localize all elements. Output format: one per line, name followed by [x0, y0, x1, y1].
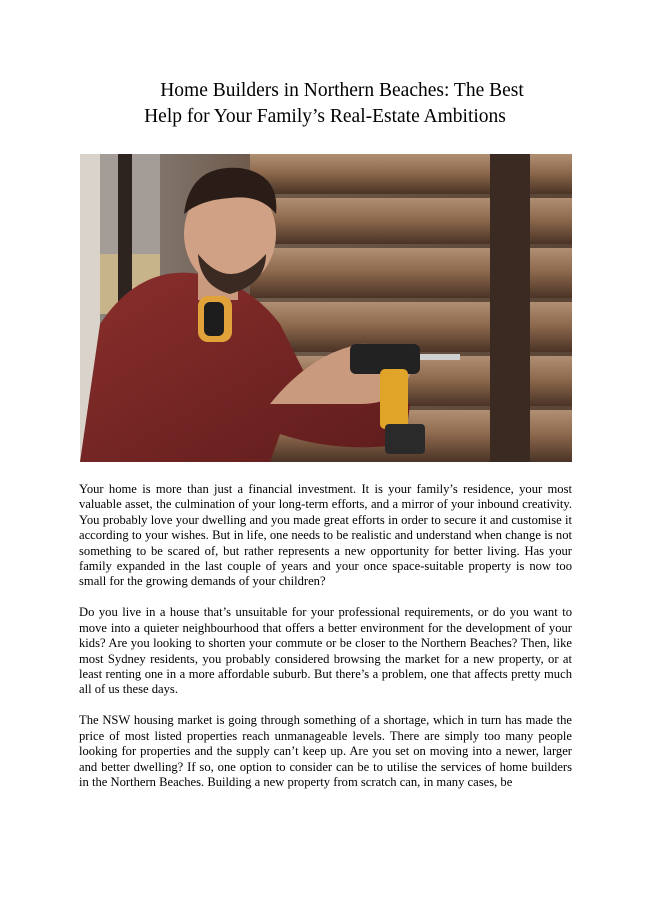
- man-drilling-log-wall-icon: [80, 154, 572, 462]
- paragraph-2: Do you live in a house that’s unsuitable for your professional requirements, or do you want to move into a quieter neighbourhood that offers a better environment for the development of your kids? Are you looking to shorten your commute or be closer to the Northern Beaches? Then, like most Sydney residents, you probably considered browsing the market for a new property, or at least renting one in a more affordable suburb. But there’s a problem, one that affects pretty much all of us these days.: [79, 605, 572, 697]
- paragraph-1: Your home is more than just a financial investment. It is your family’s residence, your most valuable asset, the culmination of your long-term efforts, and a mirror of your inbound creativity. You probably love your dwelling and you made great efforts in order to secure it and customise it according to your wishes. But in life, one needs to be realistic and understand when change is not something to be scared of, but rather represents a new opportunity for better living. Has your family expanded in the last couple of years and your once space-suitable property is now too small for the growing demands of your children?: [79, 482, 572, 589]
- article-body: [79, 482, 572, 806]
- article-photo: [80, 154, 572, 462]
- title-line-1: Home Builders in Northern Beaches: The Best: [160, 80, 524, 101]
- paragraph-3: The NSW housing market is going through something of a shortage, which in turn has made the price of most listed properties reach unmanageable levels. There are simply too many people looking for properties and the supply can’t keep up. Are you set on moving into a newer, larger and better dwelling? If so, one option to consider can be to utilise the services of home builders in the Northern Beaches. Building a new property from scratch can, in many cases, be: [79, 713, 572, 789]
- title-line-2: Help for Your Family’s Real-Estate Ambitions: [144, 106, 506, 127]
- article-title: [60, 78, 590, 130]
